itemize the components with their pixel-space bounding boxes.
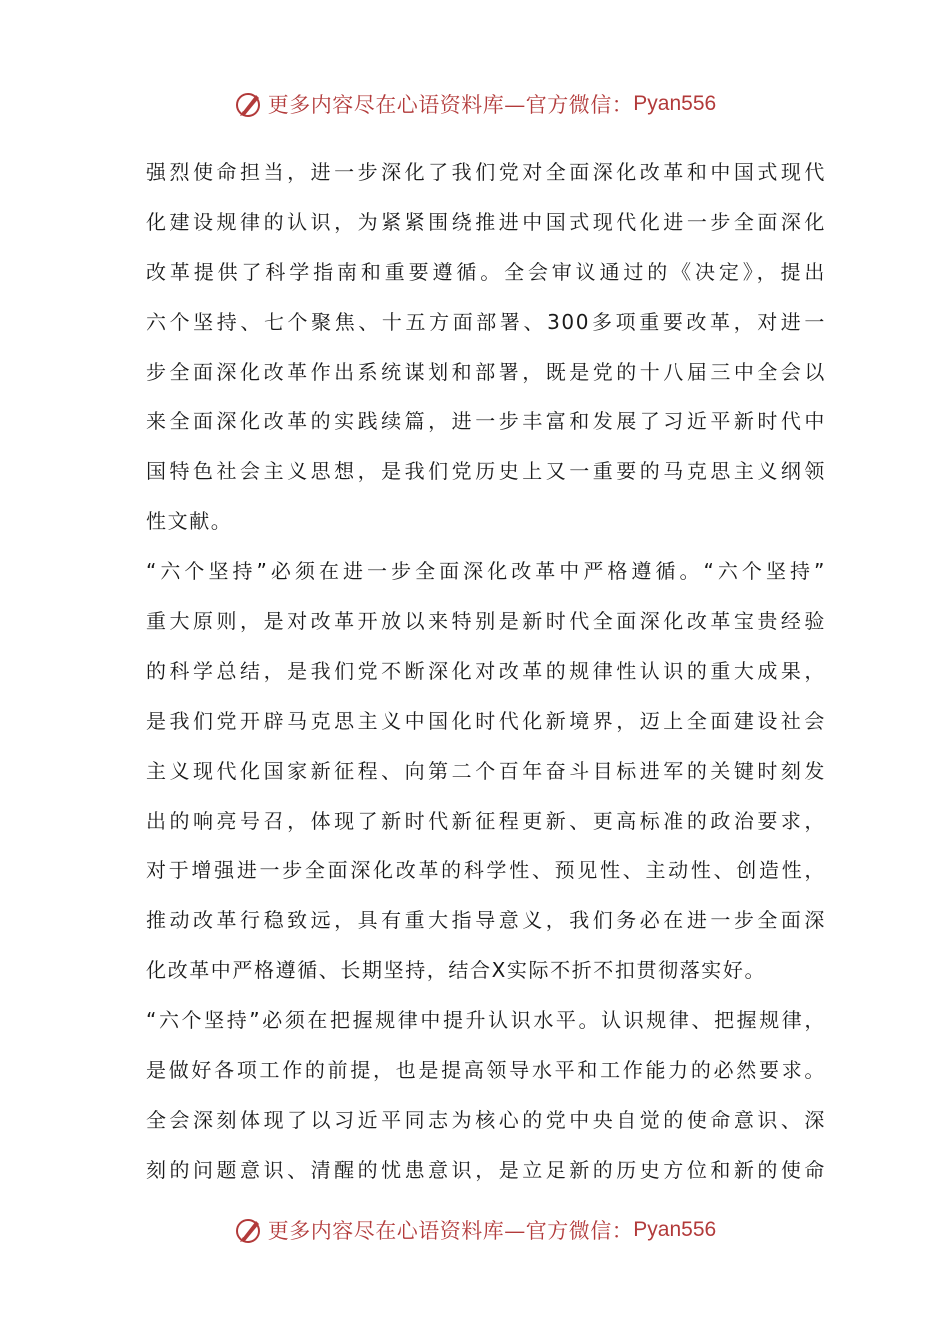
header-watermark-banner <box>0 84 950 124</box>
text-line: 重大原则，是对改革开放以来特别是新时代全面深化改革宝贵经验 <box>146 609 826 634</box>
text-line: 六个坚持、七个聚焦、十五方面部署、300多项重要改革，对进一 <box>146 309 826 334</box>
text-line: 主义现代化国家新征程、向第二个百年奋斗目标进军的关键时刻发 <box>146 758 826 783</box>
text-line: 强烈使命担当，进一步深化了我们党对全面深化改革和中国式现代 <box>146 160 826 184</box>
banner-wechat-id: Pyan556 <box>633 92 717 115</box>
footer-watermark-banner <box>0 1210 950 1250</box>
text-line: 全会深刻体现了以习近平同志为核心的党中央自觉的使命意识、深 <box>146 1107 826 1132</box>
text-line: 的科学总结，是我们党不断深化对改革的规律性认识的重大成果， <box>146 658 826 683</box>
text-line: 刻的问题意识、清醒的忧患意识，是立足新的历史方位和新的使命 <box>146 1157 826 1182</box>
text-line: 性文献。 <box>146 509 233 534</box>
text-line: “六个坚持”必须在进一步全面深化改革中严格遵循。“六个坚持” <box>146 559 826 584</box>
text-line: 是我们党开辟马克思主义中国化时代化新境界，迈上全面建设社会 <box>146 708 826 733</box>
pen-nib-circle-icon <box>234 89 264 119</box>
banner-wechat-id: Pyan556 <box>633 1218 717 1241</box>
text-line: 是做好各项工作的前提，也是提高领导水平和工作能力的必然要求。 <box>146 1058 826 1083</box>
banner-text: 更多内容尽在心语资料库—官方微信： <box>267 93 634 117</box>
document-body <box>146 148 826 1196</box>
text-line: 来全面深化改革的实践续篇，进一步丰富和发展了习近平新时代中 <box>146 409 826 434</box>
pen-nib-circle-icon <box>234 1215 264 1245</box>
text-line: 对于增强进一步全面深化改革的科学性、预见性、主动性、创造性， <box>146 858 826 883</box>
text-line: 步全面深化改革作出系统谋划和部署，既是党的十八届三中全会以 <box>146 359 826 384</box>
text-line: 国特色社会主义思想，是我们党历史上又一重要的马克思主义纲领 <box>146 459 826 484</box>
text-line: 化改革中严格遵循、长期坚持，结合X实际不折不扣贯彻落实好。 <box>146 958 767 983</box>
banner-text: 更多内容尽在心语资料库—官方微信： <box>267 1219 634 1243</box>
text-line: “六个坚持”必须在把握规律中提升认识水平。认识规律、把握规律， <box>146 1008 826 1033</box>
text-line: 推动改革行稳致远，具有重大指导意义，我们务必在进一步全面深 <box>146 908 826 933</box>
text-line: 出的响亮号召，体现了新时代新征程更新、更高标准的政治要求， <box>146 808 826 833</box>
text-line: 化建设规律的认识，为紧紧围绕推进中国式现代化进一步全面深化 <box>146 209 826 234</box>
text-line: 改革提供了科学指南和重要遵循。全会审议通过的《决定》，提出 <box>146 259 826 284</box>
